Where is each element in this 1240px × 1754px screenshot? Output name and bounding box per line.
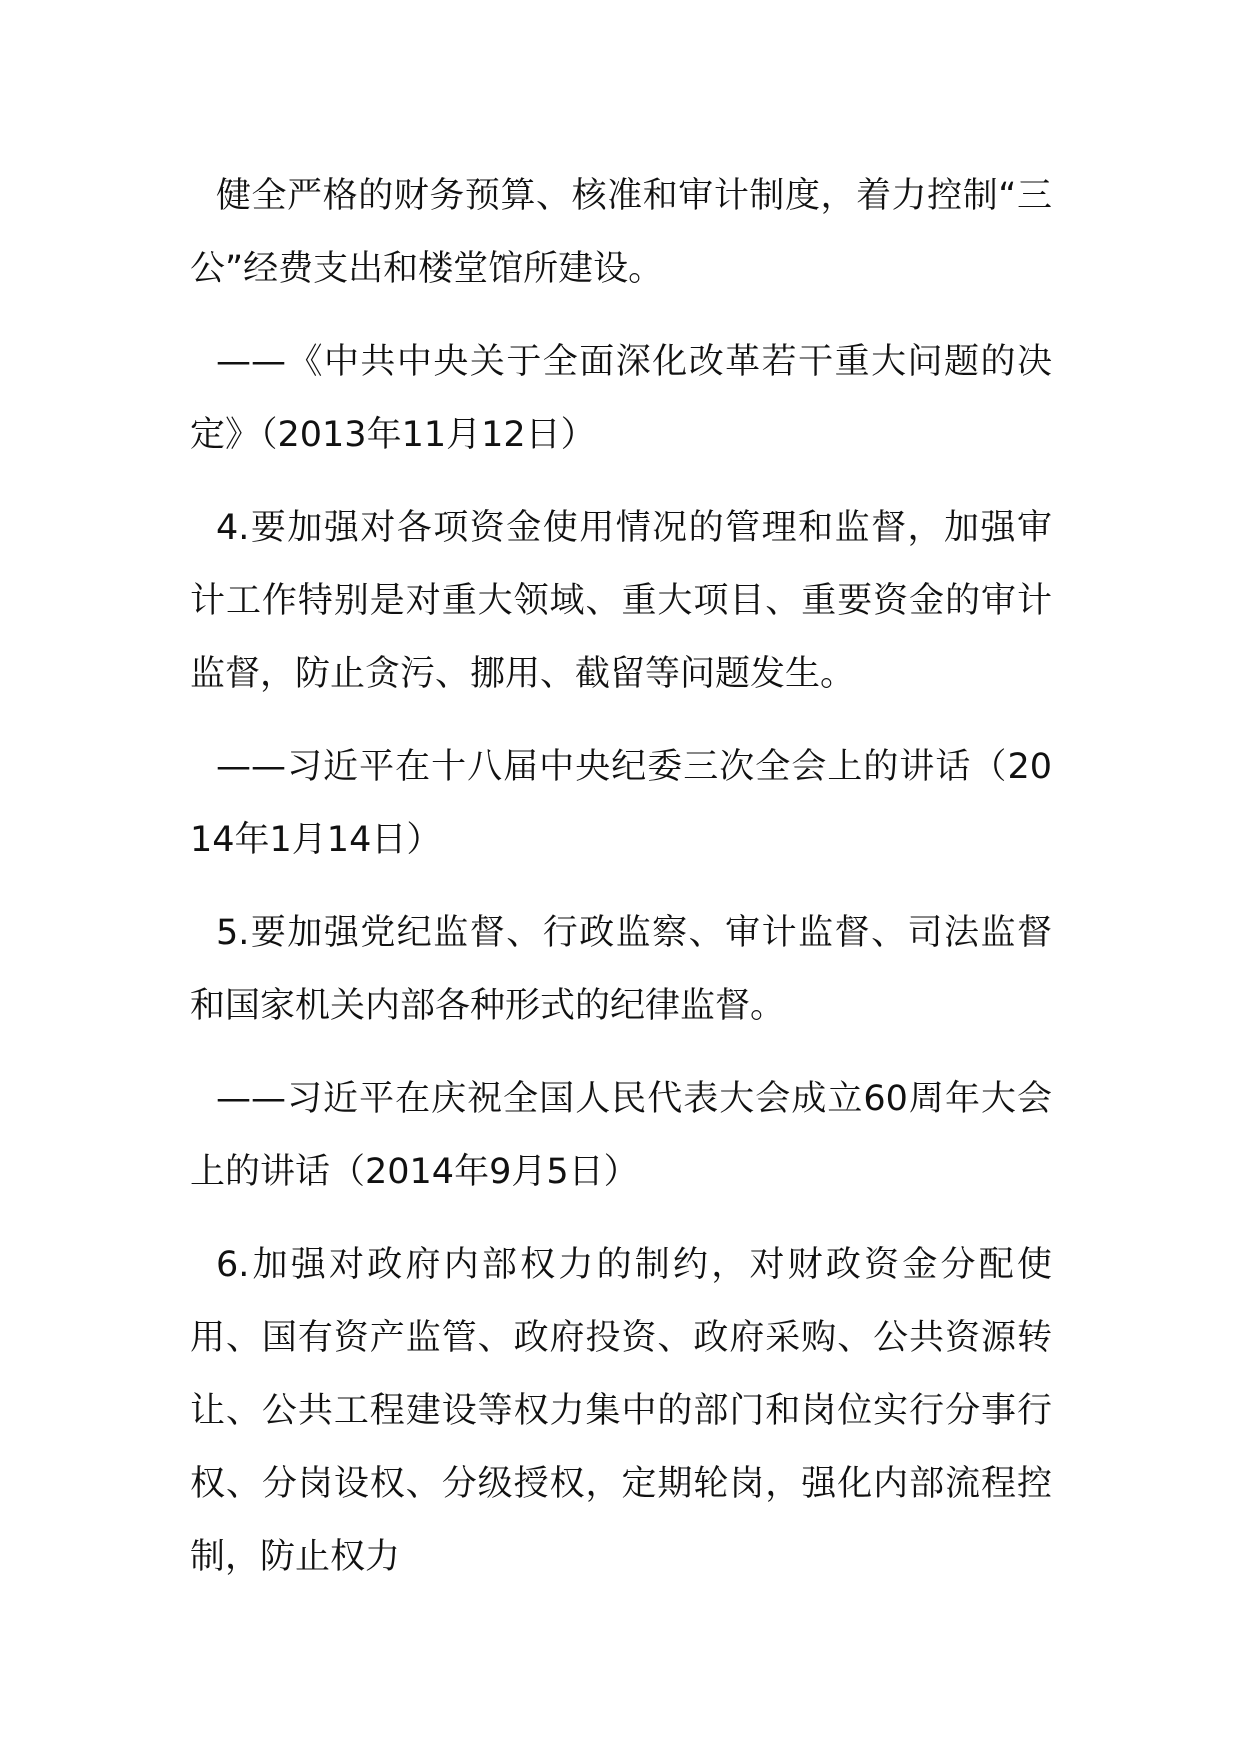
paragraph-item-6: 6.加强对政府内部权力的制约，对财政资金分配使用、国有资产监管、政府投资、政府采购、公共资源转让、公共工程建设等权力集中的部门和岗位实行分事行权、分岗设权、分级授权，定期轮岗，强化内部流程控制，防止权力 xyxy=(190,1245,1052,1577)
paragraph-item-5: 5.要加强党纪监督、行政监察、审计监督、司法监督和国家机关内部各种形式的纪律监督。 xyxy=(190,913,1052,1026)
document-page xyxy=(190,160,1052,1614)
paragraph-budget-control: 健全严格的财务预算、核准和审计制度，着力控制“三公”经费支出和楼堂馆所建设。 xyxy=(190,176,1052,289)
source-citation-decision: ——《中共中央关于全面深化改革若干重大问题的决定》（2013年11月12日） xyxy=(190,342,1052,455)
source-citation-speech-2014-01: ——习近平在十八届中央纪委三次全会上的讲话（2014年1月14日） xyxy=(190,747,1052,860)
source-citation-speech-2014-09: ——习近平在庆祝全国人民代表大会成立60周年大会上的讲话（2014年9月5日） xyxy=(190,1079,1052,1192)
paragraph-item-4: 4.要加强对各项资金使用情况的管理和监督，加强审计工作特别是对重大领域、重大项目、重要资金的审计监督，防止贪污、挪用、截留等问题发生。 xyxy=(190,508,1052,694)
